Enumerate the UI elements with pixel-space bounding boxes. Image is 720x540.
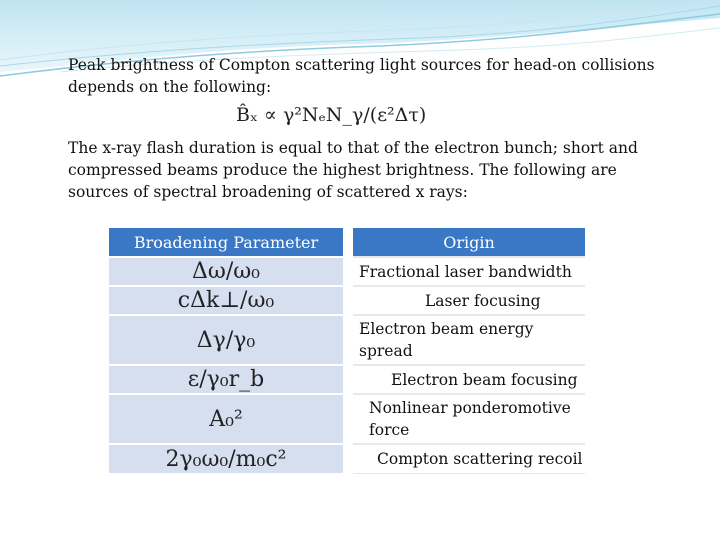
parameter-cell: Δω/ω₀	[109, 257, 348, 286]
header-origin: Origin	[348, 228, 585, 257]
brightness-formula: B̂ₓ ∝ γ²NₑN_γ/(ε²Δτ)	[236, 104, 427, 126]
table-row	[109, 394, 585, 444]
description-paragraph: The x-ray flash duration is equal to that of the electron bunch; short and compressed beams produce the highest brightness. The following are sources of spectral broadening of scattered x rays:	[68, 139, 638, 201]
origin-cell: Electron beam focusing	[348, 365, 585, 394]
parameter-cell: Δγ/γ₀	[109, 315, 348, 365]
origin-cell: Compton scattering recoil	[348, 444, 585, 473]
origin-cell: Laser focusing	[348, 286, 585, 315]
origin-cell: Electron beam energy spread	[348, 315, 585, 365]
table-row	[109, 286, 585, 315]
intro-paragraph: Peak brightness of Compton scattering light sources for head-on collisions depends on the following:	[68, 56, 655, 96]
origin-cell: Nonlinear ponderomotive force	[348, 394, 585, 444]
table-row	[109, 444, 585, 473]
parameter-cell: A₀²	[109, 394, 348, 444]
table-header-row	[109, 228, 585, 257]
parameter-cell: ε/γ₀r_b	[109, 365, 348, 394]
parameter-cell: 2γ₀ω₀/m₀c²	[109, 444, 348, 473]
table-row	[109, 257, 585, 286]
origin-cell: Fractional laser bandwidth	[348, 257, 585, 286]
table-row	[109, 365, 585, 394]
broadening-table	[109, 228, 585, 474]
table-row	[109, 315, 585, 365]
parameter-cell: cΔk⊥/ω₀	[109, 286, 348, 315]
header-parameter: Broadening Parameter	[109, 228, 348, 257]
